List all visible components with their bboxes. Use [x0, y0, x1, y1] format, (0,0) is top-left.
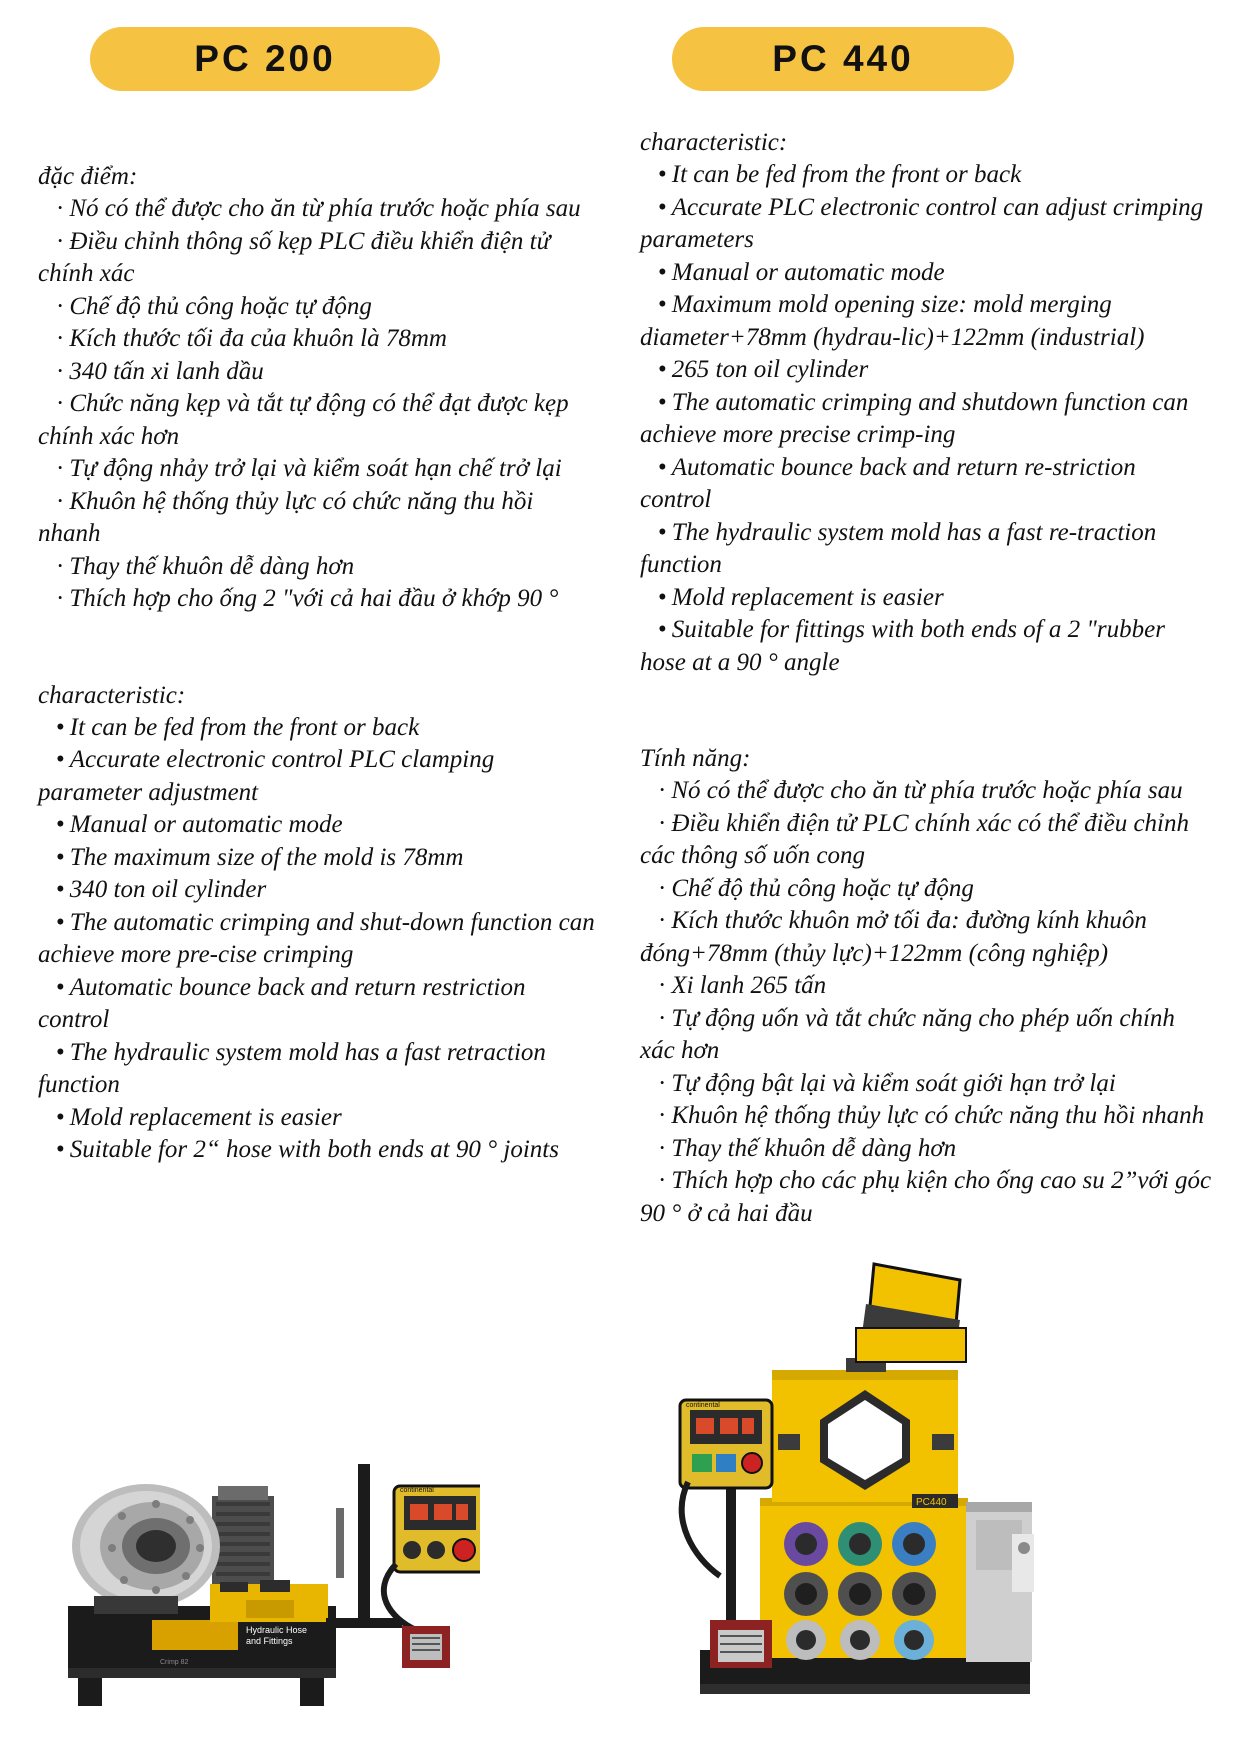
list-item — [640, 970, 1212, 1003]
bullet: • — [658, 388, 667, 416]
bullet: · — [658, 874, 667, 902]
bullet: • — [56, 843, 65, 871]
list-item-text: The automatic crimping and shut-down function can achieve more pre-cise crimping — [38, 908, 595, 968]
svg-text:continental: continental — [400, 1487, 434, 1494]
bullet: · — [56, 585, 65, 612]
list-item — [38, 551, 600, 584]
bullet: • — [56, 1103, 65, 1131]
list-item-text: The hydraulic system mold has a fast re-traction function — [640, 518, 1157, 578]
list-item-text: The maximum size of the mold is 78mm — [69, 843, 464, 871]
svg-text:Crimp 82: Crimp 82 — [160, 1659, 189, 1666]
list-item-text: Nó có thể được cho ăn từ phía trước hoặc phía sau — [69, 195, 581, 222]
list-item-text: Thích hợp cho các phụ kiện cho ống cao su 2”với góc 90 ° ở cả hai đầu — [640, 1167, 1212, 1227]
list-item-text: It can be fed from the front or back — [671, 161, 1022, 188]
bullet: · — [658, 777, 667, 804]
bullet: • — [56, 876, 65, 903]
list-item-text: 340 ton oil cylinder — [69, 876, 267, 903]
list-item — [38, 712, 600, 745]
list-item-text: Automatic bounce back and return restriction control — [38, 973, 526, 1033]
product-badge-pc440 — [672, 27, 1014, 91]
list-item-text: Xi lanh 265 tấn — [671, 972, 827, 999]
bullet: · — [56, 195, 65, 222]
bullet: · — [56, 487, 65, 515]
bullet: • — [658, 583, 667, 611]
section-title: characteristic: — [38, 681, 186, 709]
list-item — [640, 517, 1212, 582]
list-item-text: The hydraulic system mold has a fast retraction function — [38, 1038, 546, 1098]
bullet: · — [56, 552, 65, 580]
list-item-text: Kích thước tối đa của khuôn là 78mm — [69, 325, 447, 352]
list-item — [38, 388, 600, 453]
list-item — [38, 486, 600, 551]
product-badge-label: PC 200 — [194, 38, 336, 79]
bullet: · — [658, 972, 667, 999]
list-item-text: Nó có thể được cho ăn từ phía trước hoặc phía sau — [671, 777, 1183, 804]
bullet: • — [56, 908, 65, 936]
list-item-text: Mold replacement is easier — [69, 1103, 342, 1131]
list-item-text: Chức năng kẹp và tắt tự động có thể đạt được kẹp chính xác hơn — [38, 390, 569, 450]
list-item — [640, 1068, 1212, 1101]
bullet: · — [56, 292, 65, 320]
list-item — [38, 907, 600, 972]
bullet: · — [658, 1069, 667, 1097]
list-item-text: Accurate PLC electronic control can adjust crimping parameters — [640, 193, 1204, 253]
list-item-text: Khuôn hệ thống thủy lực có chức năng thu hồi nhanh — [671, 1102, 1205, 1129]
list-item — [38, 972, 600, 1037]
list-item-text: Thích hợp cho ống 2 "với cả hai đầu ở khớp 90 ° — [69, 585, 559, 612]
bullet: · — [658, 1134, 667, 1162]
list-item-text: Thay thế khuôn dễ dàng hơn — [69, 552, 355, 580]
list-item — [640, 257, 1212, 290]
bullet: · — [658, 809, 667, 837]
product-images — [0, 1238, 1240, 1708]
list-item-text: Suitable for fittings with both ends of a 2 "rubber hose at a 90 ° angle — [640, 616, 1165, 676]
list-item-text: Manual or automatic mode — [671, 258, 945, 286]
list-item-text: 265 ton oil cylinder — [671, 356, 869, 383]
list-item — [640, 905, 1212, 970]
bullet: • — [658, 161, 667, 188]
bullet: • — [56, 811, 65, 838]
product-badge-pc200 — [90, 27, 440, 91]
bullet: • — [658, 616, 667, 643]
list-item — [640, 1165, 1212, 1230]
section-title: Tính năng: — [640, 745, 751, 772]
bullet: • — [658, 356, 667, 383]
bullet: · — [658, 1004, 667, 1032]
bullet: · — [56, 455, 65, 482]
feature-list-vi — [640, 775, 1212, 1230]
section-title: characteristic: — [640, 129, 788, 156]
bullet: • — [658, 193, 667, 221]
list-item — [640, 354, 1212, 387]
bullet: · — [56, 227, 65, 255]
list-item — [38, 356, 600, 389]
bullet: • — [658, 453, 667, 481]
list-item-text: Suitable for 2“ hose with both ends at 90 ° joints — [69, 1136, 559, 1163]
list-item-text: Tự động bật lại và kiểm soát giới hạn trở lại — [671, 1069, 1116, 1097]
svg-text:and Fittings: and Fittings — [246, 1636, 293, 1646]
list-item — [38, 1037, 600, 1102]
bullet: • — [658, 291, 667, 318]
list-item — [38, 1134, 600, 1167]
list-item-text: Automatic bounce back and return re-striction control — [640, 453, 1136, 513]
list-item-text: Manual or automatic mode — [69, 811, 343, 838]
list-item-text: Kích thước khuôn mở tối đa: đường kính khuôn đóng+78mm (thủy lực)+122mm (công nghiệp) — [640, 907, 1147, 967]
pc440-crimping-machine-photo — [660, 1258, 1120, 1708]
list-item — [640, 614, 1212, 679]
svg-text:Hydraulic Hose: Hydraulic Hose — [246, 1625, 308, 1635]
list-item-text: The automatic crimping and shutdown function can achieve more precise crimp-ing — [640, 388, 1189, 448]
list-item-text: Chế độ thủ công hoặc tự động — [671, 874, 974, 902]
list-item — [640, 582, 1212, 615]
list-item-text: Chế độ thủ công hoặc tự động — [69, 292, 372, 320]
list-item — [38, 226, 600, 291]
list-item — [38, 323, 600, 356]
list-item-text: Mold replacement is easier — [671, 583, 944, 611]
list-item — [640, 289, 1212, 354]
list-item-text: Khuôn hệ thống thủy lực có chức năng thu hồi nhanh — [38, 487, 534, 547]
bullet: · — [56, 357, 65, 385]
list-item-text: It can be fed from the front or back — [69, 713, 420, 741]
list-item — [38, 744, 600, 809]
bullet: · — [56, 325, 65, 352]
list-item-text: Tự động nhảy trở lại và kiểm soát hạn chế trở lại — [69, 455, 562, 482]
bullet: • — [658, 258, 667, 286]
list-item — [38, 291, 600, 324]
list-item — [38, 842, 600, 875]
list-item-text: Điều khiển điện tử PLC chính xác có thể điều chỉnh các thông số uốn cong — [640, 809, 1189, 869]
bullet: • — [56, 746, 65, 773]
svg-text:continental: continental — [686, 1402, 720, 1409]
list-item — [640, 452, 1212, 517]
feature-list-en — [640, 159, 1212, 679]
list-item — [38, 583, 600, 616]
list-item-text: Accurate electronic control PLC clamping parameter adjustment — [38, 746, 495, 806]
section-title: đặc điểm: — [38, 163, 138, 190]
list-item — [640, 1133, 1212, 1166]
list-item — [640, 808, 1212, 873]
pc200-crimping-machine-photo — [60, 1368, 480, 1708]
bullet: · — [658, 1102, 667, 1129]
bullet: · — [658, 907, 667, 934]
bullet: · — [56, 390, 65, 417]
bullet: • — [56, 973, 65, 1001]
list-item — [38, 453, 600, 486]
list-item — [640, 192, 1212, 257]
bullet: • — [56, 1038, 65, 1066]
feature-list-vi — [38, 193, 600, 616]
list-item — [38, 193, 600, 226]
feature-list-en — [38, 712, 600, 1167]
section-dac-diem — [38, 161, 600, 616]
section-characteristic-en — [38, 680, 600, 1167]
list-item — [38, 874, 600, 907]
list-item-text: Maximum mold opening size: mold merging diameter+78mm (hydrau-lic)+122mm (industrial) — [640, 291, 1145, 351]
list-item-text: 340 tấn xi lanh dầu — [69, 357, 264, 385]
list-item — [38, 809, 600, 842]
list-item — [640, 387, 1212, 452]
list-item — [640, 159, 1212, 192]
section-tinh-nang — [640, 743, 1212, 1230]
bullet: • — [56, 713, 65, 741]
list-item — [640, 775, 1212, 808]
bullet: • — [658, 518, 667, 546]
product-column-pc440 — [620, 0, 1240, 1230]
product-badge-label: PC 440 — [772, 38, 914, 79]
product-column-pc200 — [0, 0, 620, 1230]
svg-text:PC440: PC440 — [916, 1497, 947, 1508]
list-item-text: Tự động uốn và tắt chức năng cho phép uốn chính xác hơn — [640, 1004, 1175, 1064]
list-item — [640, 873, 1212, 906]
list-item — [640, 1100, 1212, 1133]
section-characteristic-en — [640, 127, 1212, 679]
bullet: • — [56, 1136, 65, 1163]
list-item — [640, 1003, 1212, 1068]
list-item — [38, 1102, 600, 1135]
bullet: · — [658, 1167, 667, 1194]
list-item-text: Điều chỉnh thông số kẹp PLC điều khiển điện tử chính xác — [38, 227, 551, 287]
list-item-text: Thay thế khuôn dễ dàng hơn — [671, 1134, 957, 1162]
